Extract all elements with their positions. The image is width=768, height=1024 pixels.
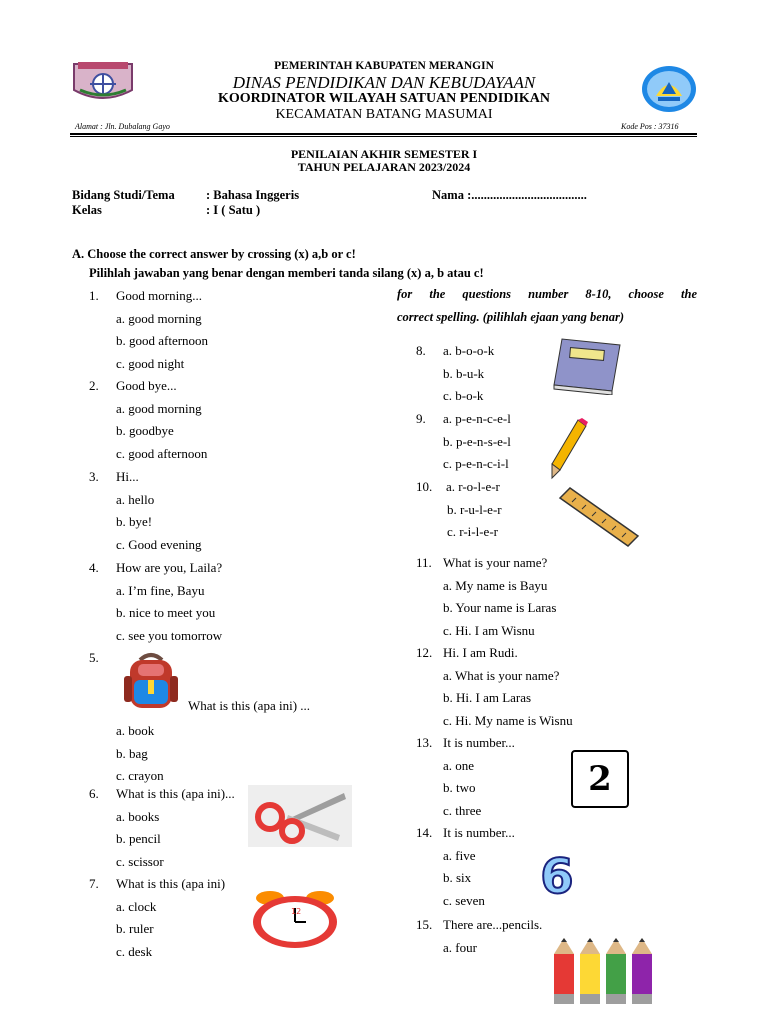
- question-number: 8.: [416, 343, 426, 358]
- instruction-indonesian: Pilihlah jawaban yang benar dengan memberi tanda silang (x) a, b atau c!: [89, 266, 484, 280]
- svg-text:12: 12: [291, 907, 302, 916]
- answer-option[interactable]: a. What is your name?: [443, 667, 560, 683]
- question-number: 9.: [416, 411, 426, 426]
- scissors-image: [248, 785, 352, 847]
- answer-option[interactable]: a. b-o-o-k: [443, 343, 495, 358]
- answer-option[interactable]: a. clock: [116, 898, 157, 914]
- answer-option[interactable]: b. goodbye: [116, 423, 174, 439]
- answer-option[interactable]: a. hello: [116, 491, 155, 507]
- question-number: 1.: [89, 288, 99, 303]
- question-number: 7.: [89, 876, 99, 891]
- question-number: 11.: [416, 555, 432, 570]
- answer-option[interactable]: c. Hi. I am Wisnu: [443, 622, 535, 638]
- answer-option[interactable]: c. good night: [116, 355, 185, 371]
- question-number: 3.: [89, 469, 99, 484]
- answer-option[interactable]: c. Good evening: [116, 536, 202, 552]
- answer-option[interactable]: c. three: [443, 802, 482, 818]
- answer-option[interactable]: a. one: [443, 757, 475, 773]
- answer-option[interactable]: b. Your name is Laras: [443, 600, 557, 616]
- four-pencils-image: [548, 934, 660, 1008]
- answer-option[interactable]: a. four: [443, 939, 477, 955]
- answer-option[interactable]: b. bag: [116, 745, 148, 761]
- answer-option[interactable]: c. crayon: [116, 768, 164, 784]
- question-text: It is number...: [443, 825, 515, 840]
- answer-option[interactable]: c. Hi. My name is Wisnu: [443, 712, 573, 728]
- number-two-box: 2: [571, 750, 629, 808]
- header-coordinator: KOORDINATOR WILAYAH SATUAN PENDIDIKAN: [217, 91, 551, 106]
- instruction-english: A. Choose the correct answer by crossing (x) a,b or c!: [72, 247, 356, 261]
- header-divider-thin: [70, 136, 697, 137]
- question-text: There are...pencils.: [443, 917, 543, 932]
- answer-option[interactable]: b. two: [443, 780, 476, 796]
- answer-option[interactable]: b. six: [443, 870, 472, 886]
- subject-value: : Bahasa Inggeris: [206, 188, 300, 202]
- question-number: 13.: [416, 735, 433, 750]
- subject-label: Bidang Studi/Tema: [72, 188, 175, 202]
- exam-title: PENILAIAN AKHIR SEMESTER I: [290, 147, 478, 161]
- question-number: 10.: [416, 479, 433, 494]
- book-image: [548, 335, 623, 395]
- answer-option[interactable]: b. b-u-k: [443, 365, 485, 381]
- class-value: : I ( Satu ): [206, 203, 261, 217]
- question-text: What is this (apa ini): [116, 876, 226, 891]
- question-text: What is this (apa ini) ...: [188, 698, 311, 713]
- alarm-clock-image: [250, 888, 340, 950]
- answer-option[interactable]: b. bye!: [116, 514, 153, 530]
- answer-option[interactable]: c. see you tomorrow: [116, 627, 223, 643]
- answer-option[interactable]: b. nice to meet you: [116, 605, 216, 621]
- answer-option[interactable]: b. ruler: [116, 921, 154, 937]
- answer-option[interactable]: c. seven: [443, 892, 485, 908]
- pencil-image: [548, 418, 588, 480]
- answer-option[interactable]: c. good afternoon: [116, 445, 208, 461]
- spelling-note-line1: for the questions number 8-10, choose the: [397, 287, 697, 301]
- question-text: Hi. I am Rudi.: [443, 645, 518, 660]
- question-number: 15.: [416, 917, 433, 932]
- answer-option[interactable]: a. My name is Bayu: [443, 577, 548, 593]
- answer-option[interactable]: a. r-o-l-e-r: [446, 479, 500, 494]
- class-label: Kelas: [72, 203, 102, 217]
- exam-year: TAHUN PELAJARAN 2023/2024: [297, 160, 471, 174]
- question-text: How are you, Laila?: [116, 560, 223, 575]
- answer-option[interactable]: b. Hi. I am Laras: [443, 690, 532, 706]
- answer-option[interactable]: c. r-i-l-e-r: [447, 524, 498, 540]
- name-field[interactable]: Nama :.....................................: [432, 188, 587, 202]
- answer-option[interactable]: a. good morning: [116, 310, 202, 326]
- backpack-image: [120, 650, 182, 712]
- question-text: It is number...: [443, 735, 515, 750]
- question-number: 4.: [89, 560, 99, 575]
- question-text: Good bye...: [116, 378, 177, 393]
- header-government: PEMERINTAH KABUPATEN MERANGIN: [274, 60, 494, 72]
- answer-option[interactable]: a. books: [116, 808, 160, 824]
- answer-option[interactable]: c. b-o-k: [443, 388, 484, 404]
- answer-option[interactable]: a. five: [443, 847, 476, 863]
- question-number: 12.: [416, 645, 433, 660]
- question-number: 2.: [89, 378, 99, 393]
- header-department: DINAS PENDIDIKAN DAN KEBUDAYAAN: [232, 73, 536, 92]
- question-number: 5.: [89, 650, 99, 665]
- answer-option[interactable]: c. p-e-n-c-i-l: [443, 456, 509, 472]
- answer-option[interactable]: a. p-e-n-c-e-l: [443, 411, 511, 426]
- ruler-image: [556, 486, 641, 548]
- question-number: 14.: [416, 825, 433, 840]
- answer-option[interactable]: b. good afternoon: [116, 333, 209, 349]
- question-number: 6.: [89, 786, 99, 801]
- header-postcode: Kode Pos : 37316: [621, 122, 679, 131]
- answer-option[interactable]: c. desk: [116, 943, 153, 959]
- question-text: What is this (apa ini)...: [116, 786, 235, 801]
- answer-option[interactable]: c. scissor: [116, 853, 164, 869]
- question-text: What is your name?: [443, 555, 548, 570]
- answer-option[interactable]: b. p-e-n-s-e-l: [443, 433, 511, 449]
- answer-option[interactable]: b. r-u-l-e-r: [447, 501, 502, 517]
- answer-option[interactable]: a. book: [116, 723, 155, 738]
- answer-option[interactable]: b. pencil: [116, 831, 161, 847]
- header-address: Alamat : Jln. Dubalang Gayo: [75, 122, 170, 131]
- question-text: Good morning...: [116, 288, 202, 303]
- question-text: Hi...: [116, 469, 139, 484]
- spelling-note-line2: correct spelling. (pilihlah ejaan yang benar): [397, 310, 625, 324]
- answer-option[interactable]: a. good morning: [116, 400, 202, 416]
- number-six-image: 6: [540, 849, 574, 905]
- header-divider: [70, 133, 697, 135]
- header-district: KECAMATAN BATANG MASUMAI: [275, 107, 493, 122]
- answer-option[interactable]: a. I’m fine, Bayu: [116, 582, 205, 598]
